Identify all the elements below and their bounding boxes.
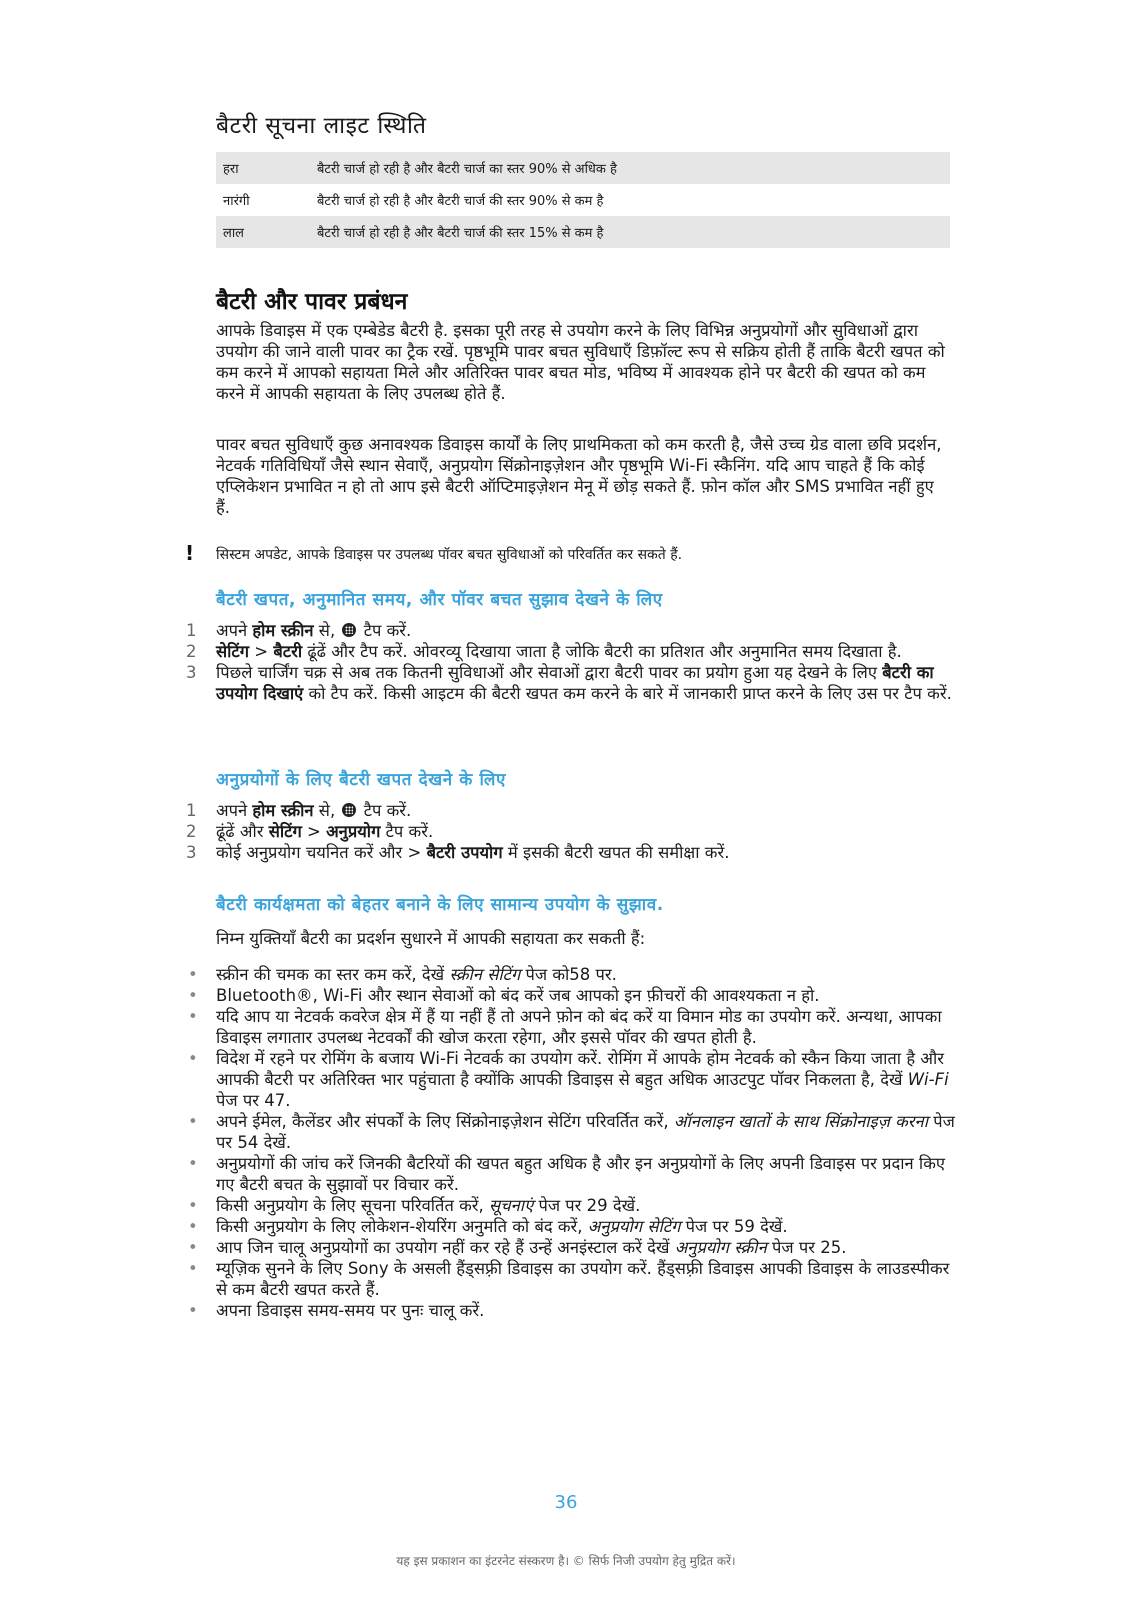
list-item <box>0 964 960 985</box>
tip-text: पेज पर 25. <box>766 1238 847 1257</box>
settings-term: सेटिंग <box>268 822 302 841</box>
list-item <box>0 1048 960 1111</box>
step-number: 2 <box>186 822 197 841</box>
home-screen-term: होम स्क्रीन <box>252 621 314 640</box>
battery-tips-list <box>0 964 960 1321</box>
tip-text: अपना डिवाइस समय-समय पर पुनः चालू करें. <box>216 1301 485 1320</box>
battery-term: बैटरी <box>273 642 303 661</box>
bullet: • <box>188 1217 198 1236</box>
step-number: 3 <box>186 843 197 862</box>
tip-text: पेज पर 54 देखें. <box>216 1112 955 1152</box>
tip-text: अनुप्रयोगों की जांच करें जिनकी बैटरियों की खपत बहुत अधिक है और इन अनुप्रयोगों के लिए अपनी डिवाइस पर प्रदान किए गए बैटरी बचत के सुझावों पर विचार करें. <box>216 1154 945 1194</box>
step-text: अपने <box>216 801 253 820</box>
bullet: • <box>188 986 198 1005</box>
step-text: में इसकी बैटरी खपत की समीक्षा करें. <box>502 843 730 862</box>
power-saving-paragraph: पावर बचत सुविधाएँ कुछ अनावश्यक डिवाइस कार्यों के लिए प्राथमिकता को कम करती है, जैसे उच्च ग्रेड वाला छवि प्रदर्शन, नेटवर्क गतिविधियाँ जैसे स्थान सेवाएँ, अनुप्रयोग सिंक्रोनाइज़ेशन और पृष्ठभूमि Wi-Fi स्कैनिंग. यदि आप चाहते हैं कि कोई एप्लिकेशन प्रभावित न हो तो आप इसे बैटरी ऑप्टिमाइज़ेशन मेनू में छोड़ सकते हैं. फ़ोन कॉल और SMS प्रभावित नहीं हुए हैं. <box>216 435 942 517</box>
step-text: टैप करें. <box>358 801 412 820</box>
tip-text: अपने ईमेल, कैलेंडर और संपर्कों के लिए सिंक्रोनाइज़ेशन सेटिंग परिवर्तित करें, <box>216 1112 674 1131</box>
procedure-heading-app-usage: अनुप्रयोगों के लिए बैटरी खपत देखने के लिए <box>216 770 506 790</box>
list-item <box>0 821 960 842</box>
battery-usage-steps <box>0 620 960 704</box>
list-item <box>0 800 960 821</box>
step-text: से, <box>313 801 341 820</box>
light-desc-cell: बैटरी चार्ज हो रही है और बैटरी चार्ज की स्तर 15% से कम है <box>310 216 950 248</box>
apps-icon <box>342 803 356 817</box>
cross-reference-link[interactable]: स्क्रीन सेटिंग <box>449 965 521 984</box>
light-color-cell: लाल <box>216 216 310 248</box>
step-text: टैप करें. <box>380 822 434 841</box>
tips-intro: निम्न युक्तियाँ बैटरी का प्रदर्शन सुधारने में आपकी सहायता कर सकती हैं: <box>216 929 646 948</box>
list-item <box>0 641 960 662</box>
step-number: 3 <box>186 663 197 682</box>
tip-text: म्यूज़िक सुनने के लिए Sony के असली हैंड्सफ़्री डिवाइस का उपयोग करें. हैंड्सफ़्री डिवाइस आपकी डिवाइस के लाउडस्पीकर से कम बैटरी खपत करते हैं. <box>216 1259 950 1299</box>
tip-text: पेज को58 पर. <box>520 965 617 984</box>
list-item <box>0 1300 960 1321</box>
list-item <box>0 1153 960 1195</box>
power-management-heading: बैटरी और पावर प्रबंधन <box>216 289 408 315</box>
bullet: • <box>188 1154 198 1173</box>
light-desc-cell: बैटरी चार्ज हो रही है और बैटरी चार्ज की स्तर 90% से कम है <box>317 194 604 209</box>
step-text: को टैप करें. किसी आइटम की बैटरी खपत कम करने के बारे में जानकारी प्राप्त करने के लिए उस पर टैप करें. <box>303 684 952 703</box>
step-text: पिछले चार्जिंग चक्र से अब तक कितनी सुविधाओं और सेवाओं द्वारा बैटरी पावर का प्रयोग हुआ यह देखने के लिए <box>216 663 883 682</box>
apps-icon <box>342 623 356 637</box>
step-text: ढूंढें और <box>216 822 269 841</box>
cross-reference-link[interactable]: सूचनाएं <box>489 1196 534 1215</box>
bullet: • <box>188 1007 198 1026</box>
tip-text: पेज पर 59 देखें. <box>680 1217 788 1236</box>
bullet: • <box>188 1112 198 1131</box>
table-row <box>216 216 950 248</box>
step-number: 1 <box>186 801 197 820</box>
tip-text: Bluetooth®, Wi-Fi और स्थान सेवाओं को बंद करें जब आपको इन फ़ीचरों की आवश्यकता न हो. <box>216 986 820 1005</box>
battery-usage-term: बैटरी का उपयोग दिखाएं <box>216 663 934 703</box>
list-item <box>0 620 960 641</box>
intro-paragraph: आपके डिवाइस में एक एम्बेडेड बैटरी है. इसका पूरी तरह से उपयोग करने के लिए विभिन्न अनुप्रयोगों और सुविधाओं द्वारा उपयोग की जाने वाली पावर का ट्रैक रखें. पृष्ठभूमि पावर बचत सुविधाएँ डिफ़ॉल्ट रूप से सक्रिय होती हैं ताकि बैटरी खपत को कम करने में आपको सहायता मिले और अतिरिक्त पावर बचत मोड, भविष्य में आवश्यक होने पर बैटरी की खपत को कम करने में आपकी सहायता के लिए उपलब्ध होते हैं. <box>216 321 945 403</box>
step-text: > <box>301 822 327 841</box>
list-item <box>0 662 960 704</box>
table-row <box>216 184 950 216</box>
light-color-cell: नारंगी <box>223 194 250 209</box>
cross-reference-link[interactable]: Wi-Fi <box>907 1070 949 1089</box>
list-item <box>0 842 960 863</box>
app-usage-steps <box>0 800 960 863</box>
tip-text: पेज पर 47. <box>216 1091 291 1110</box>
step-number: 1 <box>186 621 197 640</box>
table-row <box>216 152 950 184</box>
update-note: सिस्टम अपडेट, आपके डिवाइस पर उपलब्ध पॉवर बचत सुविधाओं को परिवर्तित कर सकते हैं. <box>216 547 683 563</box>
bullet: • <box>188 965 198 984</box>
cross-reference-link[interactable]: अनुप्रयोग सेटिंग <box>587 1217 681 1236</box>
tip-text: आप जिन चालू अनुप्रयोगों का उपयोग नहीं कर रहे हैं उन्हें अनइंस्टाल करें देखें <box>216 1238 675 1257</box>
procedure-heading-battery-usage: बैटरी खपत, अनुमानित समय, और पॉवर बचत सुझाव देखने के लिए <box>216 590 663 610</box>
warning-icon: ! <box>185 541 195 565</box>
list-item <box>0 1258 960 1300</box>
list-item <box>0 1111 960 1153</box>
step-text: > <box>249 642 274 661</box>
tip-text: यदि आप या नेटवर्क कवरेज क्षेत्र में हैं या नहीं हैं तो अपने फ़ोन को बंद करें या विमान मोड का उपयोग करें. अन्यथा, आपका डिवाइस लगातार उपलब्ध नेटवर्कों की खोज करता रहेगा, और इससे पॉवर की खपत होती है. <box>216 1007 942 1047</box>
page-number: 36 <box>554 1492 578 1513</box>
tip-text: किसी अनुप्रयोग के लिए सूचना परिवर्तित करें, <box>216 1196 490 1215</box>
tip-text: विदेश में रहने पर रोमिंग के बजाय Wi-Fi नेटवर्क का उपयोग करें. रोमिंग में आपके होम नेटवर्क को स्कैन किया जाता है और आपकी बैटरी पर अतिरिक्त भार पहुंचाता है क्योंकि आपकी डिवाइस से बहुत अधिक आउटपुट पॉवर निकलता है, देखें <box>216 1049 944 1089</box>
bullet: • <box>188 1301 198 1320</box>
step-text: कोई अनुप्रयोग चयनित करें और > <box>216 843 427 862</box>
step-text: ढूंढें और टैप करें. ओवरव्यू दिखाया जाता है जोकि बैटरी का प्रतिशत और अनुमानित समय दिखाता है. <box>302 642 902 661</box>
settings-term: सेटिंग <box>216 642 250 661</box>
home-screen-term: होम स्क्रीन <box>252 801 314 820</box>
cross-reference-link[interactable]: ऑनलाइन खातों के साथ सिंक्रोनाइज़ करना <box>673 1112 928 1131</box>
list-item <box>0 985 960 1006</box>
cross-reference-link[interactable]: अनुप्रयोग स्क्रीन <box>674 1238 767 1257</box>
step-number: 2 <box>186 642 197 661</box>
tip-text: पेज पर 29 देखें. <box>533 1196 641 1215</box>
battery-light-table <box>216 152 950 248</box>
list-item <box>0 1195 960 1216</box>
step-text: अपने <box>216 621 253 640</box>
light-desc-cell: बैटरी चार्ज हो रही है और बैटरी चार्ज का स्तर 90% से अधिक है <box>310 152 950 184</box>
tip-text: स्क्रीन की चमक का स्तर कम करें, देखें <box>216 965 450 984</box>
battery-usage-term: बैटरी उपयोग <box>426 843 503 862</box>
apps-term: अनुप्रयोग <box>326 822 381 841</box>
bullet: • <box>188 1259 198 1278</box>
list-item <box>0 1237 960 1258</box>
procedure-heading-tips: बैटरी कार्यक्षमता को बेहतर बनाने के लिए सामान्य उपयोग के सुझाव. <box>216 895 664 915</box>
list-item <box>0 1006 960 1048</box>
step-text: से, <box>313 621 341 640</box>
bullet: • <box>188 1049 198 1068</box>
list-item <box>0 1216 960 1237</box>
light-color-cell: हरा <box>216 152 310 184</box>
step-text: टैप करें. <box>358 621 412 640</box>
battery-light-heading: बैटरी सूचना लाइट स्थिति <box>216 113 427 139</box>
bullet: • <box>188 1238 198 1257</box>
page-footer: यह इस प्रकाशन का इंटरनेट संस्करण है। © सिर्फ निजी उपयोग हेतु मुद्रित करें। <box>396 1554 736 1568</box>
bullet: • <box>188 1196 198 1215</box>
tip-text: किसी अनुप्रयोग के लिए लोकेशन-शेयरिंग अनुमति को बंद करें, <box>216 1217 588 1236</box>
